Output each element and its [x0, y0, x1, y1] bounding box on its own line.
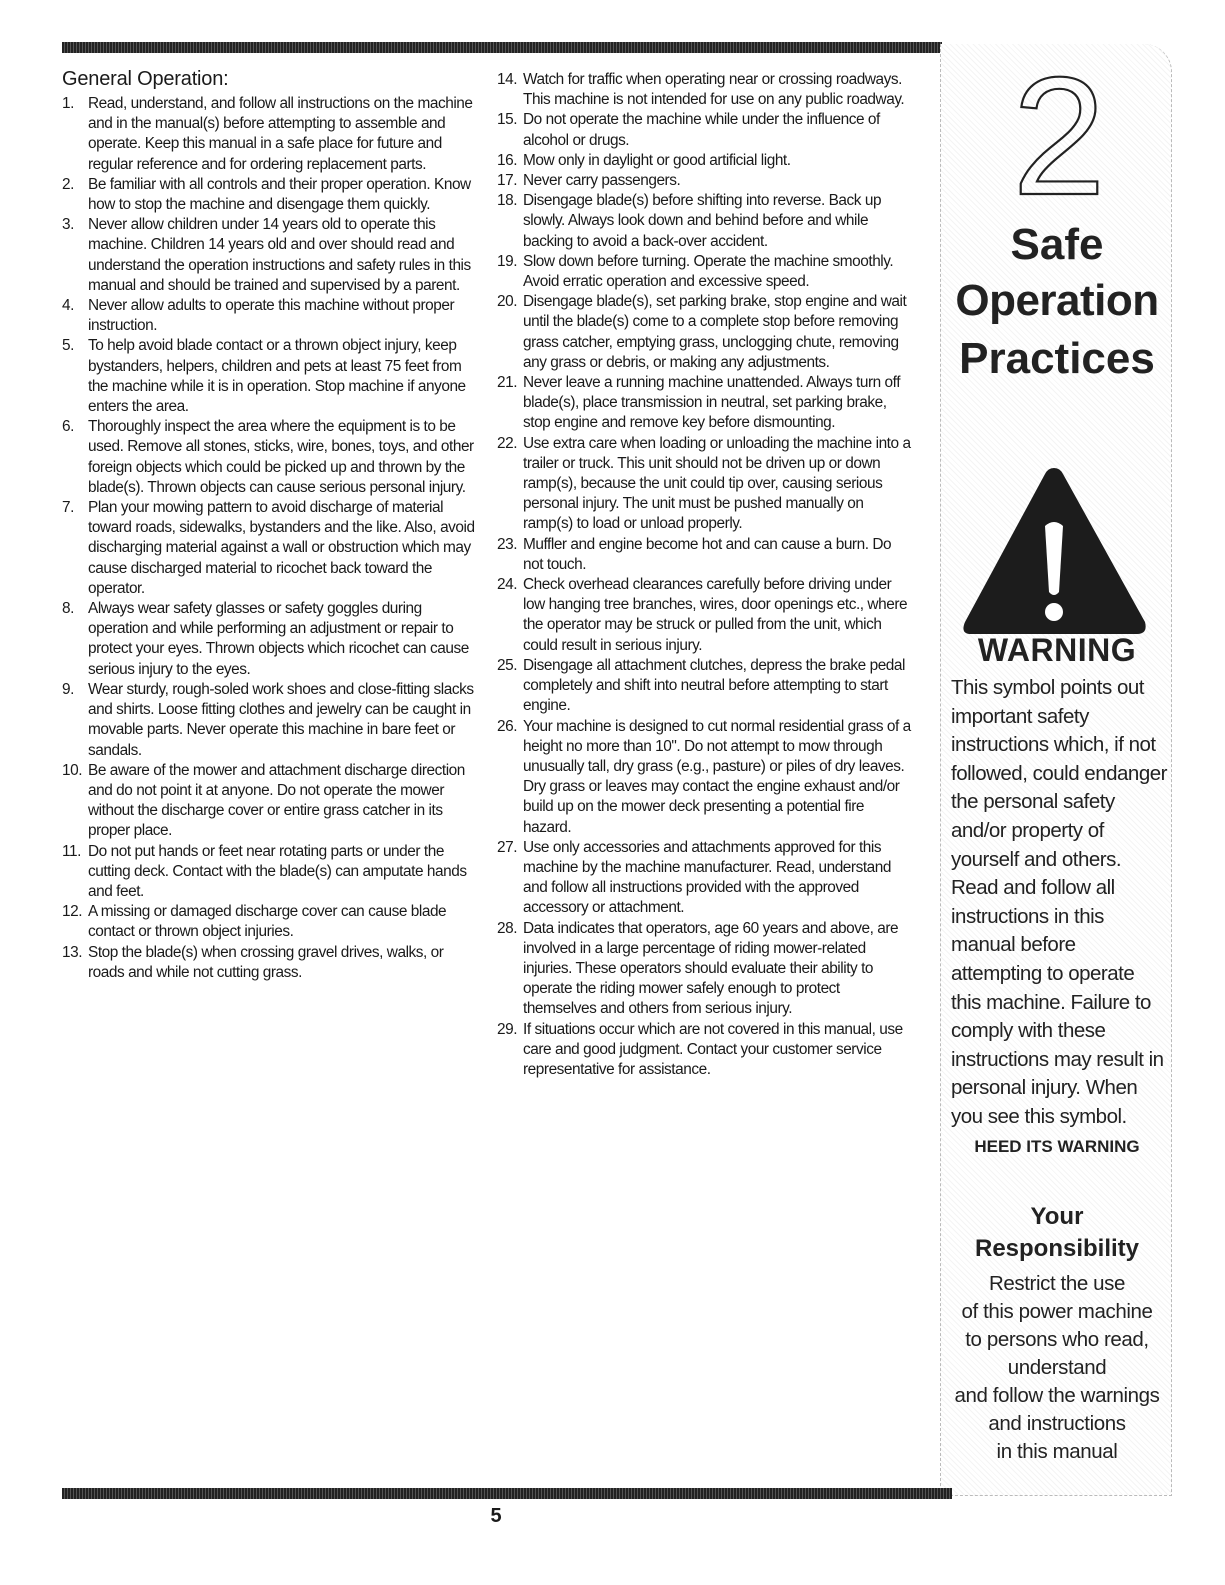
rule-text: Do not put hands or feet near rotating parts or under the cutting deck. Contact with the blade(s) can amputate hands and feet.	[88, 842, 467, 900]
rule-text: Use extra care when loading or unloading the machine into a trailer or truck. This unit should not be driven up or down ramp(s), because the unit could tip over, causing serious personal injury. The unit must be pushed manually on ramp(s) to load or unload properly.	[523, 434, 911, 533]
rule-item	[62, 680, 480, 761]
rule-number: 27.	[497, 838, 518, 856]
bottom-rule	[62, 1488, 952, 1499]
top-rule	[62, 42, 942, 53]
rule-text: Muffler and engine become hot and can cause a burn. Do not touch.	[523, 535, 892, 573]
rule-text: Do not operate the machine while under the influence of alcohol or drugs.	[523, 111, 880, 149]
responsibility-heading-line2: Responsibility	[974, 1235, 1140, 1262]
rule-number: 22.	[497, 434, 518, 452]
sidebar-panel	[940, 44, 1172, 1496]
warning-title: WARNING	[977, 632, 1137, 668]
rule-number: 8.	[62, 600, 74, 618]
rule-text: Plan your mowing pattern to avoid discharge of material toward roads, sidewalks, bystanders and the like. Also, avoid discharging material against a wall or obstruction which may cause discharged material to ricochet back toward the operator.	[88, 499, 475, 597]
rule-item	[497, 373, 913, 434]
rule-text: Disengage blade(s) before shifting into reverse. Back up slowly. Always look down and behind before and while backing to avoid a back-over accident.	[523, 192, 882, 250]
rule-number: 12.	[62, 903, 83, 921]
rule-number: 19.	[497, 252, 518, 270]
rule-number: 9.	[62, 680, 74, 698]
rule-number: 16.	[497, 151, 518, 169]
rule-item	[497, 70, 913, 110]
rule-item	[62, 175, 480, 215]
warning-triangle-exclamation-icon	[957, 462, 1151, 640]
responsibility-line: and follow the warnings	[954, 1384, 1160, 1407]
rule-number: 2.	[62, 175, 74, 193]
title-operation: Operation	[955, 276, 1159, 325]
rule-item	[497, 575, 913, 656]
rule-number: 25.	[497, 656, 518, 674]
rule-item	[62, 599, 480, 680]
title-safe: Safe	[1010, 220, 1104, 269]
rule-item	[62, 296, 480, 336]
rule-item	[497, 717, 913, 838]
rule-text: Be aware of the mower and attachment discharge direction and do not point it at anyone. Do not operate the mower without the discharge cover or entire grass catcher in its proper place.	[88, 761, 465, 840]
rule-number: 3.	[62, 216, 74, 234]
rule-number: 21.	[497, 374, 518, 392]
rule-text: Disengage blade(s), set parking brake, stop engine and wait until the blade(s) come to a complete stop before removing grass catcher, emptying grass, unclogging chute, removing any grass or debris, or making any adjustments.	[523, 293, 907, 371]
rule-number: 11.	[62, 842, 81, 860]
responsibility-line: and instructions	[988, 1412, 1126, 1435]
rule-item	[497, 151, 913, 171]
rule-text: Disengage all attachment clutches, depress the brake pedal completely and shift into neutral before attempting to start engine.	[523, 656, 906, 715]
rules-list-middle	[497, 70, 913, 1080]
rule-number: 20.	[497, 293, 518, 311]
rule-number: 15.	[497, 111, 518, 129]
middle-column	[497, 70, 913, 1080]
rule-item	[62, 842, 480, 903]
page-number: 5	[490, 1505, 502, 1527]
responsibility-heading-line1: Your	[1030, 1203, 1084, 1230]
rule-text: If situations occur which are not covered in this manual, use care and good judgment. Contact your customer service representative for assistance.	[523, 1020, 903, 1078]
warning-text: This symbol points out important safety instructions which, if not followed, could endanger the personal safety and/or property of yourself and others. Read and follow all instructions in this manual before attempting to operate this machine. Failure to comply with these instructions may result in personal injury. When you see this symbol.	[951, 676, 1167, 1128]
rule-item	[497, 434, 913, 535]
section-number-outline	[999, 62, 1119, 212]
rules-list-left	[62, 94, 480, 983]
rule-number: 28.	[497, 919, 518, 937]
rule-text: Mow only in daylight or good artificial light.	[523, 151, 791, 169]
rule-item	[62, 417, 480, 498]
rule-number: 4.	[62, 297, 74, 315]
rule-text: Never carry passengers.	[523, 172, 681, 190]
rule-number: 26.	[497, 717, 518, 735]
rule-number: 14.	[497, 71, 518, 88]
rule-text: Use only accessories and attachments approved for this machine by the machine manufacturer. Read, understand and follow all instructions provided with the approved accessory or attachment.	[523, 838, 891, 917]
rule-item	[62, 943, 480, 983]
rule-number: 5.	[62, 337, 74, 355]
rule-item	[497, 252, 913, 292]
rule-text: Never allow adults to operate this machine without proper instruction.	[88, 297, 455, 335]
rule-number: 29.	[497, 1020, 518, 1038]
rule-text: Slow down before turning. Operate the machine smoothly. Avoid erratic operation and excessive speed.	[523, 252, 894, 291]
responsibility-line: of this power machine	[961, 1300, 1153, 1323]
rule-number: 17.	[497, 172, 518, 190]
rule-text: A missing or damaged discharge cover can cause blade contact or thrown object injuries.	[88, 903, 447, 941]
rule-item	[62, 498, 480, 599]
rule-number: 1.	[62, 95, 74, 112]
rule-number: 18.	[497, 192, 518, 210]
rule-number: 6.	[62, 418, 74, 436]
rule-text: Never allow children under 14 years old to operate this machine. Children 14 years old and over should read and understand the operation instructions and safety rules in this manual and should be trained and supervised by a parent.	[88, 216, 471, 294]
responsibility-text	[941, 1270, 1173, 1466]
rule-text: Your machine is designed to cut normal residential grass of a height no more than 10". Do not attempt to mow through unusually tall, dry grass (e.g., pasture) or piles of dry leaves. Dry grass or leaves may contact the engine exhaust and/or build up on the mower deck presenting a potential fire hazard.	[523, 717, 911, 836]
rule-text: Check overhead clearances carefully before driving under low hanging tree branches, wires, door openings etc., where the operator may be struck or pulled from the unit, which could result in serious injury.	[523, 576, 908, 654]
rule-text: Always wear safety glasses or safety goggles during operation and while performing an adjustment or repair to protect your eyes. Thrown objects which ricochet can cause serious injury to the eyes.	[88, 600, 469, 678]
rule-item	[62, 94, 480, 175]
rule-text: Read, understand, and follow all instructions on the machine and in the manual(s) before attempting to assemble and operate. Keep this manual in a safe place for future and regular reference and for ordering replacement parts.	[88, 95, 473, 173]
title-practices: Practices	[959, 334, 1155, 383]
heed-warning: HEED ITS WARNING	[974, 1137, 1140, 1156]
rule-item	[497, 171, 913, 191]
rule-item	[62, 336, 480, 417]
rule-text: To help avoid blade contact or a thrown object injury, keep bystanders, helpers, children and pets at least 75 feet from the machine while it is in operation. Stop machine if anyone enters the area.	[88, 337, 466, 416]
rule-number: 24.	[497, 576, 518, 594]
responsibility-line: understand	[1007, 1356, 1107, 1379]
rule-number: 23.	[497, 535, 518, 553]
rule-item	[497, 919, 913, 1020]
rule-text: Data indicates that operators, age 60 years and above, are involved in a large percentage of riding mower-related injuries. These operators should evaluate their ability to operate the riding mower safely enough to protect themselves and others from serious injury.	[523, 919, 899, 1018]
responsibility-line: to persons who read,	[965, 1328, 1149, 1351]
rule-text: Stop the blade(s) when crossing gravel drives, walks, or roads and while not cutting grass.	[88, 943, 444, 981]
rule-item	[62, 215, 480, 296]
rule-item	[497, 535, 913, 575]
responsibility-line: Restrict the use	[988, 1272, 1126, 1295]
rule-item	[497, 191, 913, 252]
section-heading: General Operation:	[62, 68, 229, 90]
rule-text: Thoroughly inspect the area where the equipment is to be used. Remove all stones, sticks, wire, bones, toys, and other foreign objects which could be picked up and thrown by the blade(s). Thrown objects can cause serious personal injury.	[88, 418, 474, 496]
rule-item	[497, 1020, 913, 1081]
rule-item	[62, 761, 480, 842]
rule-item	[497, 656, 913, 717]
rule-item	[497, 110, 913, 150]
responsibility-line: in this manual	[996, 1440, 1118, 1463]
rule-number: 10.	[62, 761, 83, 779]
rule-item	[497, 838, 913, 919]
section-number: 2	[1012, 62, 1106, 212]
rule-text: Be familiar with all controls and their proper operation. Know how to stop the machine and disengage them quickly.	[88, 175, 471, 214]
rule-number: 7.	[62, 499, 74, 517]
rule-item	[62, 902, 480, 942]
rule-text: Wear sturdy, rough-soled work shoes and close-fitting slacks and shirts. Loose fitting clothes and jewelry can be caught in movable parts. Never operate this machine in bare feet or sandals.	[88, 680, 474, 759]
rule-text: Watch for traffic when operating near or crossing roadways. This machine is not intended for use on any public roadway.	[523, 71, 905, 109]
rule-number: 13.	[62, 943, 83, 961]
rule-text: Never leave a running machine unattended. Always turn off blade(s), place transmission in neutral, set parking brake, stop engine and remove key before dismounting.	[523, 374, 901, 432]
rule-item	[497, 292, 913, 373]
left-column	[62, 66, 480, 983]
